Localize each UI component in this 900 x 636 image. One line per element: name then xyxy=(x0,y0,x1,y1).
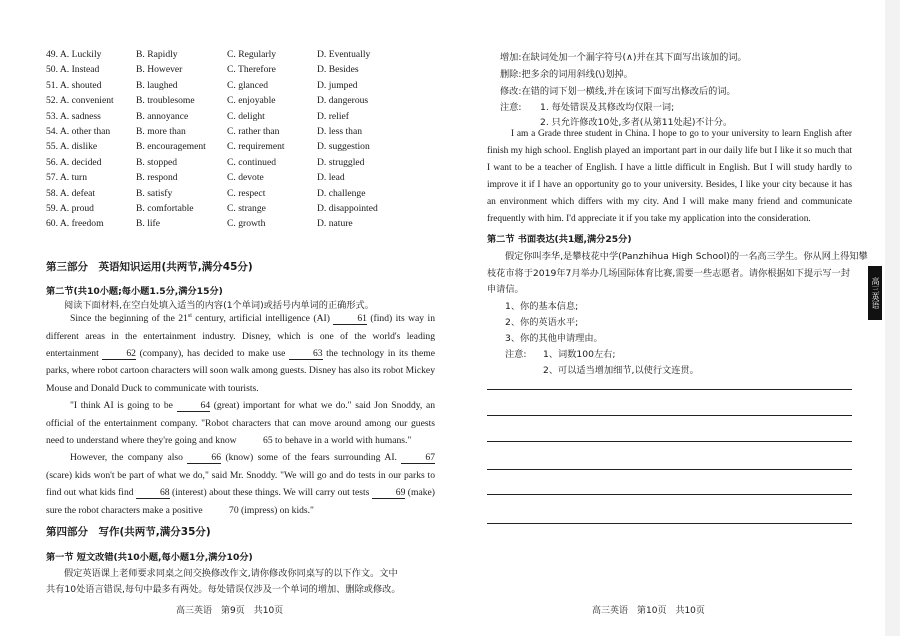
page-footer-9: 高三英语 第9页 共10页 xyxy=(176,606,284,616)
note-2: 2. 只允许修改10处,多者(从第11处起)不计分。 xyxy=(540,117,733,128)
writing-task-3: 申请信。 xyxy=(487,284,524,295)
option-a: 60. A. freedom xyxy=(46,218,104,230)
option-a: 51. A. shouted xyxy=(46,79,102,91)
option-a: 52. A. convenient xyxy=(46,95,114,107)
blank-64: 64 xyxy=(177,400,211,412)
blank-65: 65 xyxy=(263,435,273,447)
part3-instruction: 阅读下面材料,在空白处填入适当的内容(1个单词)或括号内单词的正确形式。 xyxy=(64,300,374,311)
option-row xyxy=(46,93,446,108)
option-d: D. disappointed xyxy=(317,202,378,214)
writing-point-2: 2、你的英语水平; xyxy=(505,317,579,328)
option-b: B. stopped xyxy=(136,156,178,168)
part4-section1-title: 第一节 短文改错(共10小题,每小题1分,满分10分) xyxy=(46,552,253,563)
proofreading-essay: I am a Grade three student in China. I hope to go to your university to learn English after finish my high school. English played an important part in our daily life but I like it so much that I want to be a teacher of English. I have a little difficult in English. But I will study hardly to improve it if I have an opportunity go to your university. Besides, I like your city because it has an environment which differs with my city. And I will make many friend and communicate frequently with him. I'd appreciate it if you take my application into the consideration. xyxy=(487,129,852,224)
right-page xyxy=(450,0,900,636)
option-c: C. delight xyxy=(227,110,265,122)
part4-title: 第四部分 写作(共两节,满分35分) xyxy=(46,526,211,538)
option-c: C. Regularly xyxy=(227,49,277,60)
answer-line[interactable] xyxy=(487,523,852,524)
blank-69: 69 xyxy=(372,487,406,499)
writing-note-1: 1、词数100左右; xyxy=(543,349,616,360)
modify-rule: 修改:在错的词下划一横线,并在该词下面写出修改后的词。 xyxy=(500,86,736,97)
proofreading-instruction-1: 假定英语课上老师要求同桌之间交换修改作文,请你修改你同桌写的以下作文。文中 xyxy=(64,568,398,579)
option-b: B. Rapidly xyxy=(136,49,178,60)
option-d: D. Besides xyxy=(317,64,359,76)
option-row xyxy=(46,124,446,139)
option-b: B. comfortable xyxy=(136,202,194,214)
writing-point-3: 3、你的其他申请理由。 xyxy=(505,333,603,344)
grammar-passage: Since the beginning of the 21st century, artificial intelligence (AI) 61 (find) its way in different areas in the entertainment industry. Disney, which is one of the world's leading entertainment 62 (company), has decided to make use 63 the technology in its theme parks, where robot cartoon characters will soon walk among guests. Disney has also its robot Mickey Mouse and Donald Duck to communicate with tourists. "I think AI is going to be 64 (great) important for what we do." said Jon Snoddy, an official of the entertainment company. "Robot characters that can move around among our guests need to understand where they're going and know 65 to behave in a world with humans." However, the company also 66 (know) some of the fears surrounding AI. 67 (scare) kids won't be part of what we do," said Mr. Snoddy. "We will go and do tests in our parks to find out what kids find 68 (interest) about these things. We will carry out tests 69 (make) sure the robot characters make a positive 70 (impress) on kids." xyxy=(46,313,435,516)
side-tab-label: 高三英语 xyxy=(868,266,882,320)
option-d: D. nature xyxy=(317,218,353,230)
option-c: C. Therefore xyxy=(227,64,276,76)
option-row xyxy=(46,201,446,216)
option-c: C. growth xyxy=(227,218,266,230)
answer-line[interactable] xyxy=(487,494,852,495)
option-row xyxy=(46,216,446,231)
option-c: C. respect xyxy=(227,187,266,199)
blank-66: 66 xyxy=(187,452,221,464)
add-rule: 增加:在缺词处加一个漏字符号(∧)并在其下面写出该加的词。 xyxy=(500,52,747,63)
option-b: B. satisfy xyxy=(136,187,173,199)
option-a: 56. A. decided xyxy=(46,156,102,168)
option-a: 59. A. proud xyxy=(46,202,94,214)
option-d: D. suggestion xyxy=(317,141,370,153)
option-c: C. glanced xyxy=(227,79,269,91)
answer-line[interactable] xyxy=(487,469,852,470)
blank-67: 67 xyxy=(401,452,435,464)
note-label: 注意: xyxy=(500,102,522,113)
page-edge xyxy=(885,0,900,636)
page-footer-10: 高三英语 第10页 共10页 xyxy=(592,606,705,616)
writing-point-1: 1、你的基本信息; xyxy=(505,301,579,312)
option-row xyxy=(46,155,446,170)
option-c: C. enjoyable xyxy=(227,95,276,107)
option-b: B. encouragement xyxy=(136,141,206,153)
option-d: D. Eventually xyxy=(317,49,371,60)
option-c: C. continued xyxy=(227,156,277,168)
option-a: 57. A. turn xyxy=(46,172,88,184)
option-row xyxy=(46,170,446,185)
option-d: D. lead xyxy=(317,172,345,184)
answer-line[interactable] xyxy=(487,389,852,390)
note-1: 1. 每处错误及其修改均仅限一词; xyxy=(540,102,675,113)
writing-task-1: 假定你叫李华,是攀枝花中学(Panzhihua High School)的一名高三学生。你从网上得知攀 xyxy=(505,251,868,262)
option-row xyxy=(46,62,446,77)
writing-note-label: 注意: xyxy=(505,349,527,360)
option-b: B. However xyxy=(136,64,183,76)
option-b: B. laughed xyxy=(136,79,178,91)
option-row xyxy=(46,109,446,124)
option-b: B. annoyance xyxy=(136,110,189,122)
option-c: C. requirement xyxy=(227,141,285,153)
cloze-options-table xyxy=(46,47,446,232)
blank-68: 68 xyxy=(136,487,170,499)
option-a: 58. A. defeat xyxy=(46,187,96,199)
option-c: C. devote xyxy=(227,172,264,184)
option-d: D. challenge xyxy=(317,187,366,199)
option-d: D. less than xyxy=(317,125,363,137)
option-row xyxy=(46,47,446,62)
writing-note-2: 2、可以适当增加细节,以使行文连贯。 xyxy=(543,365,699,376)
option-b: B. respond xyxy=(136,172,178,184)
answer-line[interactable] xyxy=(487,415,852,416)
option-row xyxy=(46,186,446,201)
option-b: B. more than xyxy=(136,125,186,137)
option-d: D. struggled xyxy=(317,156,365,168)
option-b: B. troublesome xyxy=(136,95,195,107)
blank-62: 62 xyxy=(102,348,136,360)
part3-section2-title: 第二节(共10小题;每小题1.5分,满分15分) xyxy=(46,286,223,297)
option-a: 54. A. other than xyxy=(46,125,111,137)
option-row xyxy=(46,139,446,154)
option-a: 50. A. Instead xyxy=(46,64,100,76)
option-a: 55. A. dislike xyxy=(46,141,98,153)
option-a: 49. A. Luckily xyxy=(46,49,102,60)
option-b: B. life xyxy=(136,218,160,230)
proofreading-instruction-2: 共有10处语言错误,每句中最多有两处。每处错误仅涉及一个单词的增加、删除或修改。 xyxy=(46,584,401,595)
option-d: D. relief xyxy=(317,110,349,122)
writing-section2-title: 第二节 书面表达(共1题,满分25分) xyxy=(487,234,632,245)
blank-61: 61 xyxy=(333,313,367,325)
part3-title: 第三部分 英语知识运用(共两节,满分45分) xyxy=(46,261,253,273)
writing-task-2: 枝花市将于2019年7月举办几场国际体育比赛,需要一些志愿者。请你根据如下提示写一封 xyxy=(487,268,850,279)
option-c: C. strange xyxy=(227,202,266,214)
blank-63: 63 xyxy=(289,348,323,360)
option-row xyxy=(46,78,446,93)
option-d: D. dangerous xyxy=(317,95,369,107)
blank-70: 70 xyxy=(229,504,239,516)
option-d: D. jumped xyxy=(317,79,358,91)
delete-rule: 删除:把多余的词用斜线(\)划掉。 xyxy=(500,69,633,80)
option-c: C. rather than xyxy=(227,125,280,137)
answer-line[interactable] xyxy=(487,441,852,442)
option-a: 53. A. sadness xyxy=(46,110,101,122)
